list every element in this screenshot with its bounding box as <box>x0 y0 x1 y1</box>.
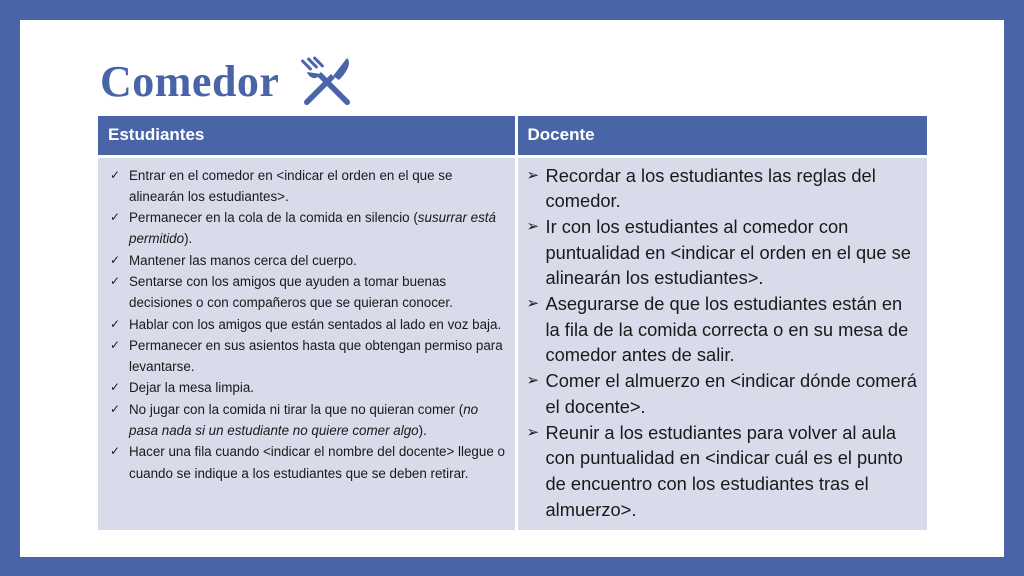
checkmark-icon: ✓ <box>110 252 121 267</box>
title-row <box>100 50 355 114</box>
list-item: ✓ Hablar con los amigos que están sentados al lado en voz baja. <box>110 314 507 335</box>
slide <box>20 20 1004 557</box>
list-item: ✓ Hacer una fila cuando <indicar el nombre del docente> llegue o cuando se indique a los estudiantes que se deben retirar. <box>110 441 507 484</box>
list-item: ➢ Recordar a los estudiantes las reglas del comedor. <box>526 164 876 212</box>
teacher-list <box>518 158 928 531</box>
arrow-bullet-icon: ➢ <box>526 217 540 235</box>
checkmark-icon: ✓ <box>110 380 121 395</box>
teacher-cell <box>516 156 927 530</box>
arrow-bullet-icon: ➢ <box>526 372 540 390</box>
students-cell <box>98 156 516 530</box>
list-item: ➢ Comer el almuerzo en <indicar dónde comerá el docente>. <box>526 370 917 417</box>
list-item: ✓ Permanecer en la cola de la comida en silencio (susurrar está permitido). <box>110 207 507 250</box>
arrow-bullet-icon: ➢ <box>526 295 540 313</box>
checkmark-icon: ✓ <box>110 401 121 416</box>
rules-table <box>98 116 927 530</box>
table-row <box>98 156 927 530</box>
checkmark-icon: ✓ <box>110 337 121 352</box>
list-item: ✓ Entrar en el comedor en <indicar el orden en el que se alinearán los estudiantes>. <box>110 165 507 208</box>
arrow-bullet-icon: ➢ <box>526 423 540 441</box>
page-title: Comedor <box>100 57 280 106</box>
list-item: ➢ Asegurarse de que los estudiantes están en la fila de la comida correcta o en su mesa de comedor antes de salir. <box>526 293 909 366</box>
arrow-bullet-icon: ➢ <box>526 166 540 184</box>
list-item: ✓ Mantener las manos cerca del cuerpo. <box>110 250 507 271</box>
list-item: ➢ Ir con los estudiantes al comedor con puntualidad en <indicar el orden en el que se alinearán los estudiantes>. <box>526 215 911 289</box>
list-item: ✓ Permanecer en sus asientos hasta que obtengan permiso para levantarse. <box>110 335 507 378</box>
list-item: ✓ Sentarse con los amigos que ayuden a tomar buenas decisiones o con compañeros que se quieran conocer. <box>110 271 507 314</box>
table-header-row <box>98 116 927 156</box>
checkmark-icon: ✓ <box>110 210 121 225</box>
checkmark-icon: ✓ <box>110 444 121 459</box>
list-item: ✓ Dejar la mesa limpia. <box>110 377 507 398</box>
list-item: ➢ Reunir a los estudiantes para volver al aula con puntualidad en <indicar cuál es el punto de encuentro con los estudiantes tras el almuerzo>. <box>526 421 903 520</box>
fork-knife-crossed-icon <box>299 54 355 110</box>
checkmark-icon: ✓ <box>110 167 121 182</box>
checkmark-icon: ✓ <box>110 273 121 288</box>
list-item: ✓ No jugar con la comida ni tirar la que no quieran comer (no pasa nada si un estudiante no quiere comer algo). <box>110 399 507 442</box>
students-list <box>98 158 515 488</box>
header-docente: Docente <box>516 116 927 156</box>
checkmark-icon: ✓ <box>110 316 121 331</box>
header-estudiantes: Estudiantes <box>98 116 516 156</box>
